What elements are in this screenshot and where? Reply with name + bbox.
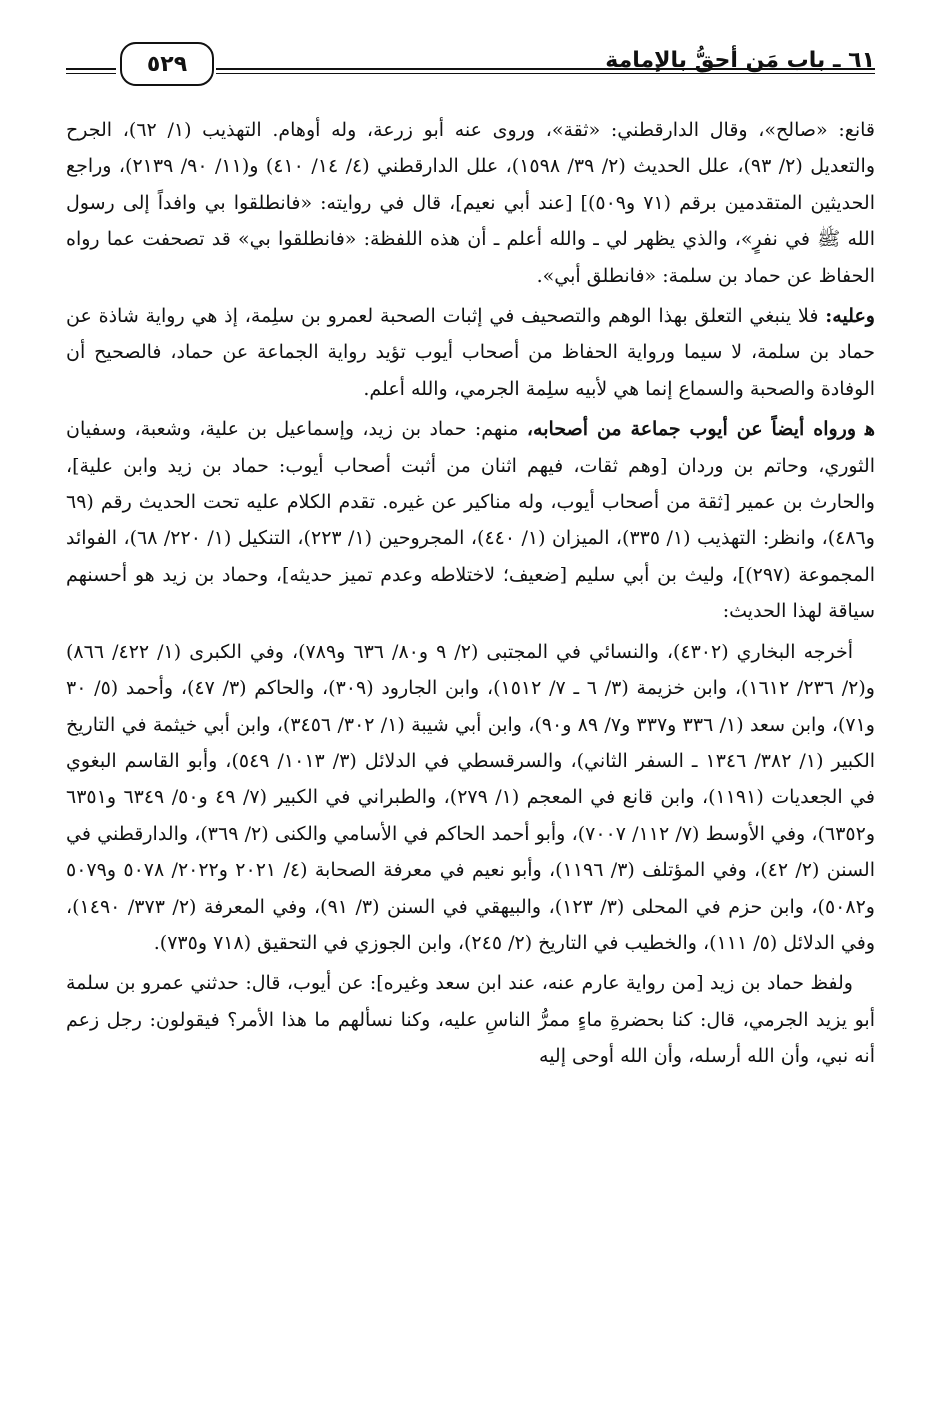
paragraph-text: ولفظ حماد بن زيد [من رواية عارم عنه، عند ابن سعد وغيره]: عن أيوب، قال: حدثني عمرو بن سلمة أبو يزيد الجرمي، قال: كنا بحضرةِ ماءٍ ممرُّ الناسِ عليه، وكنا نسألهم ما هذا الأمر؟ فيقولون: رجل زعم أنه نبي، وأن الله أرسله، وأن الله أوحى إليه	[66, 972, 875, 1068]
page-number: ٥٢٩	[120, 42, 214, 86]
paragraph-takhrij	[66, 634, 875, 962]
paragraph-text: قانع: «صالح»، وقال الدارقطني: «ثقة»، وروى عنه أبو زرعة، وله أوهام. التهذيب (١/ ٦٢)، الجرح والتعديل (٢/ ٩٣)، علل الحديث (٢/ ٣٩/ ١٥٩٨)، علل الدارقطني (٤/ ١٤/ ٤١٠) و(١١/ ٩٠/ ٢١٣٩)، وراجع الحديثين المتقدمين برقم (٧١ و٥٠٩)] [عند أبي نعيم]، قال في روايته: «فانطلقوا بي وافداً إلى رسول الله ﷺ في نفرٍ»، والذي يظهر لي ـ والله أعلم ـ أن هذه اللفظة: «فانطلقوا بي» قد تصحفت عما رواه الحفاظ عن حماد بن سلمة: «فانطلق أبي».	[66, 119, 876, 287]
paragraph-lead: ﻫ ورواه أيضاً عن أيوب جماعة من أصحابه،	[526, 418, 875, 441]
paragraph-other-narrators	[66, 411, 875, 629]
chapter-title: ٦١ ـ باب مَن أحقُّ بالإمامة	[605, 48, 875, 73]
paragraph-text: أخرجه البخاري (٤٣٠٢)، والنسائي في المجتبى (٢/ ٩ و٨٠/ ٦٣٦ و٧٨٩)، وفي الكبرى (١/ ٤٢٢/ ٨٦٦) و(٢/ ٢٣٦/ ١٦١٢)، وابن خزيمة (٣/ ٦ ـ ٧/ ١٥١٢)، وابن الجارود (٣٠٩)، والحاكم (٣/ ٤٧)، وأحمد (٥/ ٣٠ و٧١)، وابن سعد (١/ ٣٣٦ و٣٣٧ و٧/ ٨٩ و٩٠)، وابن أبي شيبة (١/ ٣٠٢/ ٣٤٥٦)، وابن أبي خيثمة في التاريخ الكبير (١/ ٣٨٢/ ١٣٤٦ ـ السفر الثاني)، والسرقسطي في الدلائل (٣/ ١٠١٣/ ٥٤٩)، وأبو القاسم البغوي في الجعديات (١١٩١)، وابن قانع في المعجم (١/ ٢٧٩)، والطبراني في الكبير (٧/ ٤٩ و٥٠/ ٦٣٤٩ و٦٣٥١ و٦٣٥٢)، وفي الأوسط (٧/ ١١٢/ ٧٠٠٧)، وأبو أحمد الحاكم في الأسامي والكنى (٢/ ٣٦٩)، والدارقطني في السنن (٢/ ٤٢)، وفي المؤتلف (٣/ ١١٩٦)، وأبو نعيم في معرفة الصحابة (٤/ ٢٠٢١ و٢٠٢٢/ ٥٠٧٨ و٥٠٧٩ و٥٠٨٢)، وابن حزم في المحلى (٣/ ١٢٣)، والبيهقي في السنن (٣/ ٩١)، وفي المعرفة (٢/ ٣٧٣/ ١٤٩٠)، وفي الدلائل (٥/ ١١١)، والخطيب في التاريخ (٢/ ٢٤٥)، وابن الجوزي في التحقيق (٧١٨ و٧٣٥).	[66, 640, 876, 954]
paragraph-continuation	[66, 112, 875, 294]
header-rule-left	[66, 68, 116, 74]
page-body	[66, 112, 875, 1075]
paragraph-lead: وعليه:	[825, 305, 875, 328]
paragraph-text: فلا ينبغي التعلق بهذا الوهم والتصحيف في إثبات الصحبة لعمرو بن سلِمة، إذ هي رواية شاذة عن حماد بن سلمة، لا سيما ورواية الحفاظ من أصحاب أيوب تؤيد رواية الجماعة عن حماد، فالصحيح أن الوفادة والصحبة والسماع إنما هي لأبيه سلِمة الجرمي، والله أعلم.	[66, 305, 875, 400]
paragraph-conclusion	[66, 298, 875, 407]
paragraph-text: منهم: حماد بن زيد، وإسماعيل بن علية، وشعبة، وسفيان الثوري، وحاتم بن وردان [وهم ثقات، فيهم اثنان من أثبت أصحاب أيوب: حماد بن زيد وابن علية]، والحارث بن عمير [ثقة من أصحاب أيوب، وله مناكير عن غيره. تقدم الكلام عليه تحت الحديث رقم (٦٩ و٤٨٦)، وانظر: التهذيب (١/ ٣٣٥)، الميزان (١/ ٤٤٠)، المجروحين (١/ ٢٢٣)، التنكيل (١/ ٢٢٠/ ٦٨)، الفوائد المجموعة (٢٩٧)]، وليث بن أبي سليم [ضعيف؛ لاختلاطه وعدم تميز حديثه]، وحماد بن زيد هو أحسنهم سياقة لهذا الحديث:	[66, 418, 876, 623]
page-header	[66, 40, 875, 112]
paragraph-hadith-text	[66, 965, 875, 1074]
